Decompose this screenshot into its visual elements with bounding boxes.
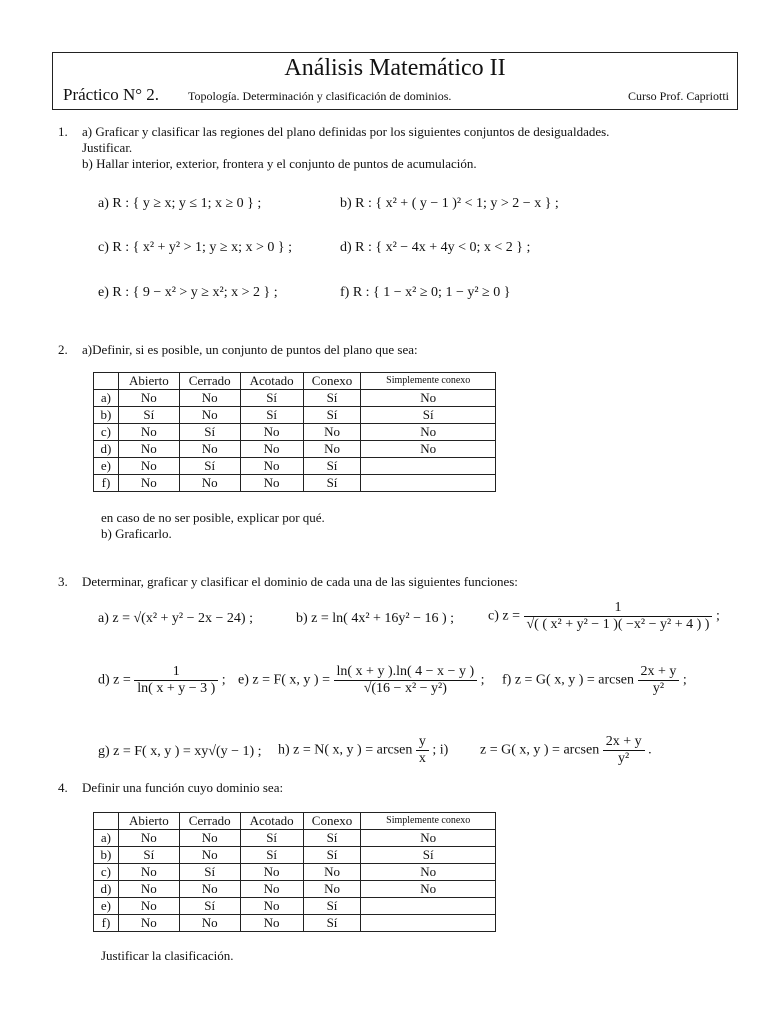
table-cell: Sí bbox=[303, 475, 361, 492]
table-cell: Sí bbox=[118, 407, 179, 424]
q3-item-b: b) z = ln( 4x² + 16y² − 16 ) ; bbox=[296, 611, 455, 626]
q3-c-numerator: 1 bbox=[614, 600, 622, 615]
table-row bbox=[94, 424, 496, 441]
q3-h-prefix: h) z = N( x, y ) = arcsen bbox=[278, 742, 413, 758]
q2-intro: a)Definir, si es posible, un conjunto de puntos del plano que sea: bbox=[82, 342, 418, 357]
table-cell: No bbox=[303, 881, 361, 898]
table-cell: No bbox=[179, 830, 240, 847]
table-row bbox=[94, 407, 496, 424]
q2-number: 2. bbox=[58, 342, 68, 357]
table-cell: Sí bbox=[303, 407, 361, 424]
q3-d-suffix: ; bbox=[221, 672, 226, 688]
q3-f-denominator: y² bbox=[638, 680, 680, 697]
q1-item-e: e) R : { 9 − x² > y ≥ x²; x > 2 } ; bbox=[98, 285, 278, 300]
q1-line3: b) Hallar interior, exterior, frontera y el conjunto de puntos de acumulación. bbox=[82, 156, 477, 171]
q3-d-numerator: 1 bbox=[172, 664, 180, 679]
table-cell: Sí bbox=[303, 458, 361, 475]
row-label: f) bbox=[94, 475, 119, 492]
row-label: d) bbox=[94, 881, 119, 898]
table-cell bbox=[361, 898, 496, 915]
table-cell: Sí bbox=[118, 847, 179, 864]
table-cell: No bbox=[118, 830, 179, 847]
q1-item-f: f) R : { 1 − x² ≥ 0; 1 − y² ≥ 0 } bbox=[340, 285, 511, 300]
table-cell: No bbox=[118, 424, 179, 441]
table-header-cell: Abierto bbox=[118, 813, 179, 830]
table-cell: No bbox=[118, 898, 179, 915]
table-cell: No bbox=[179, 847, 240, 864]
q3-i-numerator: 2x + y bbox=[605, 734, 642, 749]
table-cell: Sí bbox=[179, 458, 240, 475]
row-label: c) bbox=[94, 864, 119, 881]
table-cell: No bbox=[240, 864, 303, 881]
table-cell: No bbox=[179, 475, 240, 492]
table-cell: Sí bbox=[303, 830, 361, 847]
q3-f-prefix: f) z = G( x, y ) = arcsen bbox=[502, 672, 635, 688]
page-title: Análisis Matemático II bbox=[284, 55, 506, 81]
table-header-cell: Simplemente conexo bbox=[361, 373, 496, 390]
q3-c-prefix: c) z = bbox=[488, 608, 520, 624]
q4-number: 4. bbox=[58, 780, 68, 795]
q3-e-numerator: ln( x + y ).ln( 4 − x − y ) bbox=[336, 664, 475, 679]
table-cell: No bbox=[179, 881, 240, 898]
q1-item-c: c) R : { x² + y² > 1; y ≥ x; x > 0 } ; bbox=[98, 240, 292, 255]
table-row bbox=[94, 458, 496, 475]
table-header-cell: Acotado bbox=[240, 813, 303, 830]
q3-c-denominator: √( ( x² + y² − 1 )( −x² − y² + 4 ) ) bbox=[524, 616, 713, 633]
q4-after: Justificar la clasificación. bbox=[101, 948, 234, 963]
table-cell: Sí bbox=[361, 407, 496, 424]
table-cell: No bbox=[361, 390, 496, 407]
table-cell: No bbox=[361, 830, 496, 847]
q3-i-prefix: z = G( x, y ) = arcsen bbox=[480, 742, 600, 758]
table-cell: Sí bbox=[240, 407, 303, 424]
table-cell: No bbox=[361, 441, 496, 458]
q3-number: 3. bbox=[58, 574, 68, 589]
table-header-row bbox=[94, 813, 496, 830]
table-cell: Sí bbox=[303, 915, 361, 932]
table-cell: No bbox=[179, 390, 240, 407]
table-cell: Sí bbox=[179, 898, 240, 915]
table-cell: No bbox=[179, 915, 240, 932]
table-row bbox=[94, 830, 496, 847]
q1-item-b: b) R : { x² + ( y − 1 )² < 1; y > 2 − x } ; bbox=[340, 196, 559, 211]
table-cell bbox=[361, 458, 496, 475]
row-label: e) bbox=[94, 898, 119, 915]
q3-item-d bbox=[98, 664, 226, 697]
table-cell: Sí bbox=[179, 424, 240, 441]
table-cell: No bbox=[240, 881, 303, 898]
q3-i-fraction bbox=[603, 734, 645, 767]
table-cell: No bbox=[118, 458, 179, 475]
q3-d-prefix: d) z = bbox=[98, 672, 131, 688]
table-cell: Sí bbox=[240, 847, 303, 864]
row-label: b) bbox=[94, 407, 119, 424]
q1-line1: a) Graficar y clasificar las regiones del plano definidas por los siguientes conjuntos de desigualdades. bbox=[82, 124, 610, 139]
table-cell: No bbox=[118, 475, 179, 492]
table-cell: Sí bbox=[303, 390, 361, 407]
table-cell: Sí bbox=[240, 390, 303, 407]
table-header-cell: Conexo bbox=[303, 373, 361, 390]
table-cell: Sí bbox=[303, 898, 361, 915]
table-header-cell: Simplemente conexo bbox=[361, 813, 496, 830]
table-cell: No bbox=[240, 424, 303, 441]
q3-h-fraction bbox=[416, 734, 429, 767]
row-label: f) bbox=[94, 915, 119, 932]
row-label: d) bbox=[94, 441, 119, 458]
table-row bbox=[94, 898, 496, 915]
q3-i-denominator: y² bbox=[603, 750, 645, 767]
table-row bbox=[94, 881, 496, 898]
professor-label: Curso Prof. Capriotti bbox=[628, 89, 729, 103]
q3-h-suffix: ; i) bbox=[432, 742, 449, 758]
table-cell: No bbox=[118, 881, 179, 898]
q3-f-numerator: 2x + y bbox=[640, 664, 677, 679]
q3-f-fraction bbox=[638, 664, 680, 697]
q2-after2: b) Graficarlo. bbox=[101, 526, 172, 541]
table-header-cell: Acotado bbox=[240, 373, 303, 390]
q3-d-denominator: ln( x + y − 3 ) bbox=[134, 680, 218, 697]
table-cell: Sí bbox=[179, 864, 240, 881]
q3-intro: Determinar, graficar y clasificar el dominio de cada una de las siguientes funciones: bbox=[82, 574, 518, 589]
table-row bbox=[94, 847, 496, 864]
q3-item-a: a) z = √(x² + y² − 2x − 24) ; bbox=[98, 611, 253, 626]
table-cell: No bbox=[303, 424, 361, 441]
q3-f-suffix: ; bbox=[682, 672, 687, 688]
table-cell: No bbox=[179, 407, 240, 424]
q3-item-c bbox=[488, 600, 720, 633]
q3-c-fraction bbox=[524, 600, 713, 633]
q3-h-denominator: x bbox=[416, 750, 429, 767]
table-cell: No bbox=[240, 475, 303, 492]
table-header-cell: Cerrado bbox=[179, 373, 240, 390]
table-cell: No bbox=[303, 864, 361, 881]
table-cell: No bbox=[118, 864, 179, 881]
q1-line2: Justificar. bbox=[82, 140, 133, 155]
header-box bbox=[52, 52, 738, 110]
table-cell: No bbox=[361, 881, 496, 898]
q3-e-suffix: ; bbox=[480, 672, 485, 688]
row-label: c) bbox=[94, 424, 119, 441]
table-cell: No bbox=[361, 424, 496, 441]
row-label: a) bbox=[94, 830, 119, 847]
table-cell bbox=[361, 475, 496, 492]
q3-item-i bbox=[480, 734, 652, 767]
q3-item-h bbox=[278, 734, 448, 767]
table-cell: No bbox=[179, 441, 240, 458]
classification-table-1 bbox=[93, 372, 496, 492]
table-cell: No bbox=[361, 864, 496, 881]
q4-intro: Definir una función cuyo dominio sea: bbox=[82, 780, 284, 795]
table-cell: No bbox=[240, 915, 303, 932]
row-label: a) bbox=[94, 390, 119, 407]
table-header-row bbox=[94, 373, 496, 390]
table-header-cell bbox=[94, 373, 119, 390]
table-cell: No bbox=[118, 441, 179, 458]
table-cell: No bbox=[240, 898, 303, 915]
table-cell: No bbox=[240, 441, 303, 458]
table-row bbox=[94, 864, 496, 881]
table-cell: Sí bbox=[361, 847, 496, 864]
q3-i-suffix: . bbox=[648, 742, 652, 758]
table-cell: No bbox=[118, 390, 179, 407]
table-cell: No bbox=[240, 458, 303, 475]
table-row bbox=[94, 475, 496, 492]
table-header-cell bbox=[94, 813, 119, 830]
q3-c-suffix: ; bbox=[715, 608, 720, 624]
q1-item-a: a) R : { y ≥ x; y ≤ 1; x ≥ 0 } ; bbox=[98, 196, 262, 211]
q3-e-denominator: √(16 − x² − y²) bbox=[334, 680, 478, 697]
table-header-cell: Conexo bbox=[303, 813, 361, 830]
q1-item-d: d) R : { x² − 4x + 4y < 0; x < 2 } ; bbox=[340, 240, 531, 255]
table-header-cell: Cerrado bbox=[179, 813, 240, 830]
table-header-cell: Abierto bbox=[118, 373, 179, 390]
q3-item-f bbox=[502, 664, 687, 697]
table-cell: No bbox=[118, 915, 179, 932]
table-cell: No bbox=[303, 441, 361, 458]
topic-label: Topología. Determinación y clasificación de dominios. bbox=[188, 89, 452, 103]
q3-e-fraction bbox=[334, 664, 478, 697]
table-cell: Sí bbox=[240, 830, 303, 847]
table-cell bbox=[361, 915, 496, 932]
classification-table-2 bbox=[93, 812, 496, 932]
q3-item-e bbox=[238, 664, 485, 697]
table-row bbox=[94, 915, 496, 932]
table-cell: Sí bbox=[303, 847, 361, 864]
q3-item-g: g) z = F( x, y ) = xy√(y − 1) ; bbox=[98, 744, 262, 759]
row-label: e) bbox=[94, 458, 119, 475]
practico-label: Práctico N° 2. bbox=[63, 85, 160, 104]
table-row bbox=[94, 441, 496, 458]
q3-h-numerator: y bbox=[418, 734, 426, 749]
q3-e-prefix: e) z = F( x, y ) = bbox=[238, 672, 330, 688]
row-label: b) bbox=[94, 847, 119, 864]
table-row bbox=[94, 390, 496, 407]
q1-number: 1. bbox=[58, 124, 68, 139]
q2-after1: en caso de no ser posible, explicar por qué. bbox=[101, 510, 325, 525]
q3-d-fraction bbox=[134, 664, 218, 697]
